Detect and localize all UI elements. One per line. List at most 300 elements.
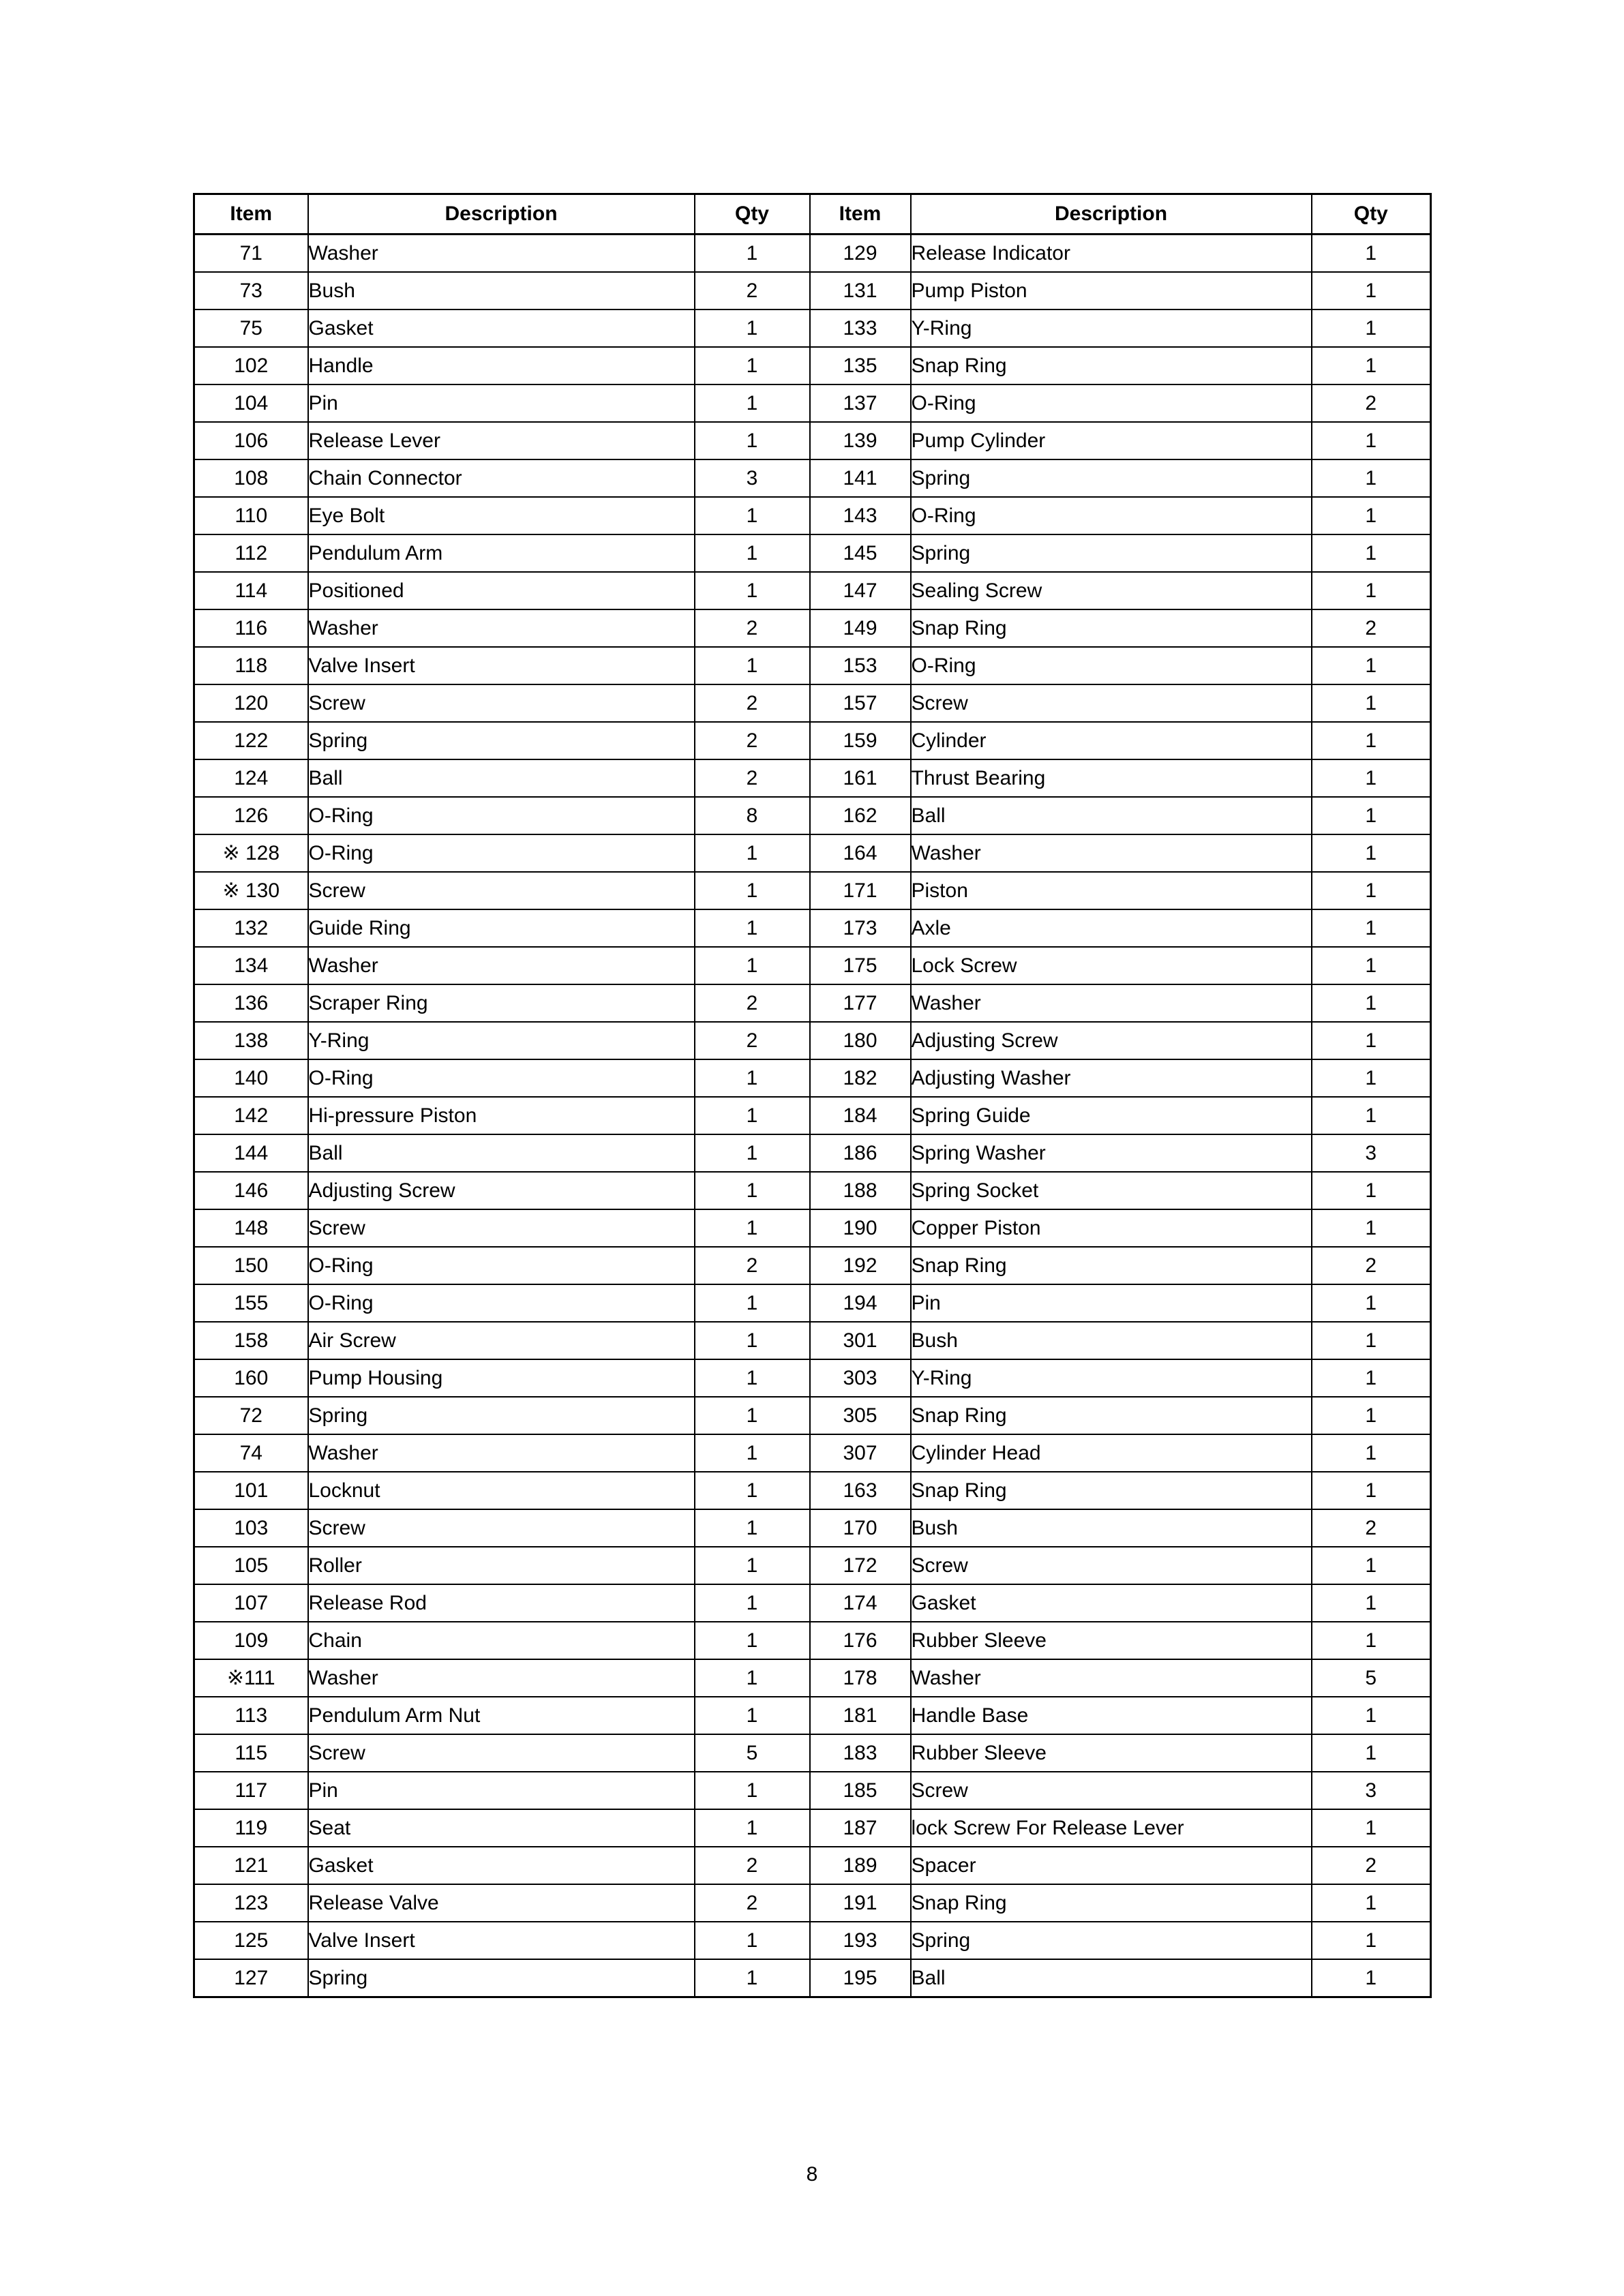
table-row xyxy=(194,759,1431,797)
cell-item-right: 184 xyxy=(810,1097,911,1134)
cell-item-right: 303 xyxy=(810,1359,911,1397)
cell-description-left: Release Valve xyxy=(308,1884,695,1922)
table-row xyxy=(194,984,1431,1022)
cell-description-right: Spacer xyxy=(911,1847,1312,1884)
cell-description-right: Cylinder Head xyxy=(911,1434,1312,1472)
cell-qty-left: 1 xyxy=(695,1622,810,1659)
cell-item-left: 125 xyxy=(194,1922,308,1959)
cell-description-left: Eye Bolt xyxy=(308,497,695,534)
cell-description-right: Washer xyxy=(911,984,1312,1022)
cell-description-left: Guide Ring xyxy=(308,909,695,947)
table-row xyxy=(194,422,1431,459)
cell-item-right: 178 xyxy=(810,1659,911,1697)
cell-item-left: 104 xyxy=(194,384,308,422)
cell-description-left: Valve Insert xyxy=(308,647,695,684)
cell-description-left: O-Ring xyxy=(308,834,695,872)
cell-item-left: 72 xyxy=(194,1397,308,1434)
table-row xyxy=(194,909,1431,947)
table-row xyxy=(194,872,1431,909)
cell-item-right: 176 xyxy=(810,1622,911,1659)
cell-qty-left: 1 xyxy=(695,384,810,422)
parts-list-table xyxy=(193,193,1432,1998)
table-row xyxy=(194,834,1431,872)
cell-description-left: Screw xyxy=(308,684,695,722)
cell-qty-right: 1 xyxy=(1312,1622,1431,1659)
cell-item-right: 188 xyxy=(810,1172,911,1209)
cell-qty-left: 1 xyxy=(695,1509,810,1547)
cell-description-left: Spring xyxy=(308,722,695,759)
cell-qty-right: 1 xyxy=(1312,1809,1431,1847)
table-row xyxy=(194,1697,1431,1734)
cell-item-left: 146 xyxy=(194,1172,308,1209)
cell-item-left: 140 xyxy=(194,1059,308,1097)
table-row xyxy=(194,1397,1431,1434)
cell-description-right: Screw xyxy=(911,1547,1312,1584)
cell-description-right: Spring Socket xyxy=(911,1172,1312,1209)
cell-item-right: 133 xyxy=(810,309,911,347)
cell-description-right: Cylinder xyxy=(911,722,1312,759)
column-header-item-left: Item xyxy=(194,194,308,235)
table-row xyxy=(194,1247,1431,1284)
cell-qty-right: 3 xyxy=(1312,1134,1431,1172)
cell-qty-left: 1 xyxy=(695,1359,810,1397)
table-row xyxy=(194,947,1431,984)
cell-description-left: Handle xyxy=(308,347,695,384)
cell-description-right: Handle Base xyxy=(911,1697,1312,1734)
cell-item-left: ※ 130 xyxy=(194,872,308,909)
cell-description-right: Piston xyxy=(911,872,1312,909)
cell-qty-right: 5 xyxy=(1312,1659,1431,1697)
cell-qty-left: 1 xyxy=(695,347,810,384)
cell-description-left: Screw xyxy=(308,1734,695,1772)
cell-item-right: 191 xyxy=(810,1884,911,1922)
table-row xyxy=(194,1322,1431,1359)
cell-item-right: 186 xyxy=(810,1134,911,1172)
page-number: 8 xyxy=(806,2163,818,2186)
cell-description-right: Spring Washer xyxy=(911,1134,1312,1172)
cell-item-left: 126 xyxy=(194,797,308,834)
cell-item-left: 71 xyxy=(194,235,308,273)
cell-description-left: Gasket xyxy=(308,1847,695,1884)
cell-qty-right: 1 xyxy=(1312,1097,1431,1134)
cell-description-right: Spring Guide xyxy=(911,1097,1312,1134)
cell-description-left: Scraper Ring xyxy=(308,984,695,1022)
cell-qty-right: 1 xyxy=(1312,1922,1431,1959)
table-row xyxy=(194,1884,1431,1922)
cell-qty-left: 8 xyxy=(695,797,810,834)
cell-item-right: 183 xyxy=(810,1734,911,1772)
cell-qty-right: 1 xyxy=(1312,1734,1431,1772)
cell-qty-right: 3 xyxy=(1312,1772,1431,1809)
cell-item-right: 162 xyxy=(810,797,911,834)
table-row xyxy=(194,1809,1431,1847)
cell-description-left: Seat xyxy=(308,1809,695,1847)
cell-qty-right: 1 xyxy=(1312,1022,1431,1059)
cell-item-left: 155 xyxy=(194,1284,308,1322)
cell-item-right: 161 xyxy=(810,759,911,797)
cell-description-left: Release Rod xyxy=(308,1584,695,1622)
cell-description-right: Thrust Bearing xyxy=(911,759,1312,797)
cell-item-right: 139 xyxy=(810,422,911,459)
cell-qty-right: 1 xyxy=(1312,534,1431,572)
cell-item-right: 145 xyxy=(810,534,911,572)
cell-item-right: 157 xyxy=(810,684,911,722)
cell-qty-left: 2 xyxy=(695,1884,810,1922)
cell-description-left: Valve Insert xyxy=(308,1922,695,1959)
cell-qty-right: 1 xyxy=(1312,1284,1431,1322)
cell-qty-right: 1 xyxy=(1312,1697,1431,1734)
cell-item-right: 141 xyxy=(810,459,911,497)
cell-item-right: 129 xyxy=(810,235,911,273)
cell-qty-right: 2 xyxy=(1312,1847,1431,1884)
cell-qty-left: 1 xyxy=(695,1922,810,1959)
cell-qty-left: 1 xyxy=(695,1547,810,1584)
cell-qty-left: 1 xyxy=(695,422,810,459)
cell-description-left: Screw xyxy=(308,872,695,909)
cell-qty-right: 1 xyxy=(1312,947,1431,984)
cell-qty-right: 1 xyxy=(1312,347,1431,384)
table-row xyxy=(194,272,1431,309)
cell-description-right: Gasket xyxy=(911,1584,1312,1622)
table-row xyxy=(194,1472,1431,1509)
cell-description-right: Snap Ring xyxy=(911,1472,1312,1509)
table-row xyxy=(194,534,1431,572)
cell-qty-right: 1 xyxy=(1312,1172,1431,1209)
cell-item-left: 142 xyxy=(194,1097,308,1134)
cell-qty-left: 1 xyxy=(695,235,810,273)
cell-description-right: Snap Ring xyxy=(911,1247,1312,1284)
cell-qty-right: 1 xyxy=(1312,1359,1431,1397)
cell-description-right: Y-Ring xyxy=(911,1359,1312,1397)
cell-qty-right: 1 xyxy=(1312,797,1431,834)
cell-description-left: Pin xyxy=(308,1772,695,1809)
cell-description-left: Roller xyxy=(308,1547,695,1584)
cell-qty-right: 1 xyxy=(1312,1472,1431,1509)
cell-item-right: 193 xyxy=(810,1922,911,1959)
table-row xyxy=(194,1772,1431,1809)
table-row xyxy=(194,609,1431,647)
cell-qty-left: 1 xyxy=(695,1059,810,1097)
column-header-description-right: Description xyxy=(911,194,1312,235)
cell-qty-right: 1 xyxy=(1312,235,1431,273)
cell-description-right: Bush xyxy=(911,1509,1312,1547)
cell-description-right: Copper Piston xyxy=(911,1209,1312,1247)
table-row xyxy=(194,459,1431,497)
cell-description-left: Screw xyxy=(308,1209,695,1247)
cell-item-right: 174 xyxy=(810,1584,911,1622)
cell-description-right: Spring xyxy=(911,534,1312,572)
table-header xyxy=(194,194,1431,235)
cell-description-left: Screw xyxy=(308,1509,695,1547)
cell-qty-left: 1 xyxy=(695,1209,810,1247)
cell-description-left: Spring xyxy=(308,1397,695,1434)
cell-item-left: 134 xyxy=(194,947,308,984)
cell-description-left: Pendulum Arm xyxy=(308,534,695,572)
cell-qty-right: 1 xyxy=(1312,872,1431,909)
cell-item-right: 189 xyxy=(810,1847,911,1884)
cell-item-right: 172 xyxy=(810,1547,911,1584)
table-row xyxy=(194,1134,1431,1172)
cell-item-left: 113 xyxy=(194,1697,308,1734)
cell-description-left: Pendulum Arm Nut xyxy=(308,1697,695,1734)
cell-item-right: 194 xyxy=(810,1284,911,1322)
cell-description-right: Screw xyxy=(911,1772,1312,1809)
parts-list-table-container xyxy=(193,193,1430,1998)
cell-description-left: Ball xyxy=(308,759,695,797)
cell-description-right: Rubber Sleeve xyxy=(911,1734,1312,1772)
table-row xyxy=(194,1209,1431,1247)
cell-item-right: 171 xyxy=(810,872,911,909)
cell-item-left: ※111 xyxy=(194,1659,308,1697)
cell-item-left: 150 xyxy=(194,1247,308,1284)
cell-description-right: O-Ring xyxy=(911,497,1312,534)
cell-description-right: lock Screw For Release Lever xyxy=(911,1809,1312,1847)
cell-qty-left: 2 xyxy=(695,984,810,1022)
cell-qty-left: 1 xyxy=(695,909,810,947)
cell-item-left: 158 xyxy=(194,1322,308,1359)
cell-description-right: Bush xyxy=(911,1322,1312,1359)
cell-item-right: 149 xyxy=(810,609,911,647)
cell-qty-left: 1 xyxy=(695,497,810,534)
cell-qty-right: 2 xyxy=(1312,1509,1431,1547)
cell-item-left: 114 xyxy=(194,572,308,609)
cell-description-right: Pump Cylinder xyxy=(911,422,1312,459)
cell-description-left: Positioned xyxy=(308,572,695,609)
cell-description-left: Bush xyxy=(308,272,695,309)
cell-qty-left: 1 xyxy=(695,1772,810,1809)
cell-item-right: 153 xyxy=(810,647,911,684)
cell-item-left: 103 xyxy=(194,1509,308,1547)
cell-qty-right: 1 xyxy=(1312,1059,1431,1097)
cell-qty-left: 1 xyxy=(695,1397,810,1434)
cell-qty-right: 1 xyxy=(1312,684,1431,722)
cell-item-left: 101 xyxy=(194,1472,308,1509)
cell-item-right: 187 xyxy=(810,1809,911,1847)
cell-description-left: Spring xyxy=(308,1959,695,1997)
cell-qty-left: 2 xyxy=(695,1022,810,1059)
table-row xyxy=(194,497,1431,534)
cell-item-right: 192 xyxy=(810,1247,911,1284)
cell-qty-right: 1 xyxy=(1312,309,1431,347)
cell-item-right: 305 xyxy=(810,1397,911,1434)
cell-description-right: Lock Screw xyxy=(911,947,1312,984)
cell-qty-right: 1 xyxy=(1312,572,1431,609)
cell-qty-left: 1 xyxy=(695,1172,810,1209)
cell-item-right: 163 xyxy=(810,1472,911,1509)
cell-item-left: 119 xyxy=(194,1809,308,1847)
table-row xyxy=(194,1659,1431,1697)
cell-description-right: Y-Ring xyxy=(911,309,1312,347)
cell-description-right: Ball xyxy=(911,1959,1312,1997)
cell-item-right: 181 xyxy=(810,1697,911,1734)
table-row xyxy=(194,1959,1431,1997)
cell-item-right: 301 xyxy=(810,1322,911,1359)
table-row xyxy=(194,1022,1431,1059)
table-row xyxy=(194,1172,1431,1209)
cell-item-left: 74 xyxy=(194,1434,308,1472)
cell-description-left: O-Ring xyxy=(308,1059,695,1097)
cell-item-left: 116 xyxy=(194,609,308,647)
cell-qty-left: 1 xyxy=(695,1322,810,1359)
cell-item-right: 180 xyxy=(810,1022,911,1059)
cell-qty-left: 1 xyxy=(695,1584,810,1622)
cell-qty-right: 1 xyxy=(1312,1584,1431,1622)
cell-item-left: 123 xyxy=(194,1884,308,1922)
cell-qty-left: 1 xyxy=(695,1959,810,1997)
column-header-qty-left: Qty xyxy=(695,194,810,235)
cell-description-left: Locknut xyxy=(308,1472,695,1509)
cell-item-left: 144 xyxy=(194,1134,308,1172)
table-row xyxy=(194,1847,1431,1884)
cell-description-left: O-Ring xyxy=(308,1247,695,1284)
cell-qty-left: 1 xyxy=(695,309,810,347)
cell-description-left: Washer xyxy=(308,947,695,984)
table-row xyxy=(194,1359,1431,1397)
cell-item-left: 160 xyxy=(194,1359,308,1397)
table-row xyxy=(194,235,1431,273)
cell-qty-right: 1 xyxy=(1312,722,1431,759)
cell-item-right: 131 xyxy=(810,272,911,309)
cell-description-right: Snap Ring xyxy=(911,1884,1312,1922)
cell-description-left: Chain xyxy=(308,1622,695,1659)
cell-description-left: Washer xyxy=(308,609,695,647)
cell-qty-left: 1 xyxy=(695,647,810,684)
cell-item-right: 143 xyxy=(810,497,911,534)
table-row xyxy=(194,684,1431,722)
cell-description-right: Washer xyxy=(911,834,1312,872)
cell-qty-left: 1 xyxy=(695,1697,810,1734)
cell-description-left: Y-Ring xyxy=(308,1022,695,1059)
cell-item-left: 121 xyxy=(194,1847,308,1884)
cell-description-right: Snap Ring xyxy=(911,1397,1312,1434)
cell-item-left: 136 xyxy=(194,984,308,1022)
cell-qty-right: 1 xyxy=(1312,422,1431,459)
cell-qty-right: 1 xyxy=(1312,834,1431,872)
cell-item-left: 105 xyxy=(194,1547,308,1584)
table-row xyxy=(194,1584,1431,1622)
cell-qty-right: 1 xyxy=(1312,759,1431,797)
cell-item-right: 147 xyxy=(810,572,911,609)
cell-item-left: 110 xyxy=(194,497,308,534)
cell-item-right: 177 xyxy=(810,984,911,1022)
cell-description-right: Pump Piston xyxy=(911,272,1312,309)
cell-item-left: 120 xyxy=(194,684,308,722)
cell-description-left: Pump Housing xyxy=(308,1359,695,1397)
cell-description-right: Snap Ring xyxy=(911,347,1312,384)
cell-item-right: 195 xyxy=(810,1959,911,1997)
cell-description-left: Ball xyxy=(308,1134,695,1172)
cell-qty-left: 1 xyxy=(695,534,810,572)
cell-item-left: 115 xyxy=(194,1734,308,1772)
cell-qty-left: 1 xyxy=(695,834,810,872)
table-row xyxy=(194,1622,1431,1659)
cell-description-right: O-Ring xyxy=(911,384,1312,422)
cell-item-left: 118 xyxy=(194,647,308,684)
cell-description-right: Screw xyxy=(911,684,1312,722)
table-row xyxy=(194,797,1431,834)
cell-qty-left: 1 xyxy=(695,1809,810,1847)
cell-qty-right: 1 xyxy=(1312,1884,1431,1922)
cell-description-left: Pin xyxy=(308,384,695,422)
cell-description-left: Washer xyxy=(308,235,695,273)
cell-qty-left: 2 xyxy=(695,759,810,797)
cell-item-left: 112 xyxy=(194,534,308,572)
table-row xyxy=(194,1547,1431,1584)
table-row xyxy=(194,1734,1431,1772)
cell-qty-left: 1 xyxy=(695,1097,810,1134)
cell-item-left: 124 xyxy=(194,759,308,797)
cell-qty-right: 1 xyxy=(1312,1959,1431,1997)
cell-qty-left: 1 xyxy=(695,947,810,984)
cell-description-left: Hi-pressure Piston xyxy=(308,1097,695,1134)
cell-description-left: Air Screw xyxy=(308,1322,695,1359)
cell-qty-left: 2 xyxy=(695,272,810,309)
cell-item-left: 106 xyxy=(194,422,308,459)
cell-qty-right: 1 xyxy=(1312,1547,1431,1584)
cell-item-left: 102 xyxy=(194,347,308,384)
cell-qty-right: 1 xyxy=(1312,647,1431,684)
cell-description-right: Spring xyxy=(911,459,1312,497)
cell-item-left: 122 xyxy=(194,722,308,759)
cell-item-right: 175 xyxy=(810,947,911,984)
cell-item-left: 132 xyxy=(194,909,308,947)
cell-description-right: Adjusting Washer xyxy=(911,1059,1312,1097)
header-row xyxy=(194,194,1431,235)
cell-qty-left: 2 xyxy=(695,722,810,759)
cell-description-right: Washer xyxy=(911,1659,1312,1697)
cell-description-right: Rubber Sleeve xyxy=(911,1622,1312,1659)
cell-item-right: 137 xyxy=(810,384,911,422)
table-row xyxy=(194,1059,1431,1097)
cell-item-left: 138 xyxy=(194,1022,308,1059)
cell-qty-left: 1 xyxy=(695,1134,810,1172)
cell-description-right: Sealing Screw xyxy=(911,572,1312,609)
cell-description-left: Washer xyxy=(308,1434,695,1472)
cell-description-right: Release Indicator xyxy=(911,235,1312,273)
table-body xyxy=(194,235,1431,1997)
table-row xyxy=(194,1434,1431,1472)
cell-item-left: 108 xyxy=(194,459,308,497)
table-row xyxy=(194,309,1431,347)
cell-description-right: Spring xyxy=(911,1922,1312,1959)
cell-description-left: Washer xyxy=(308,1659,695,1697)
table-row xyxy=(194,647,1431,684)
cell-qty-right: 1 xyxy=(1312,1397,1431,1434)
cell-item-right: 135 xyxy=(810,347,911,384)
cell-qty-right: 1 xyxy=(1312,272,1431,309)
table-row xyxy=(194,347,1431,384)
cell-item-left: 109 xyxy=(194,1622,308,1659)
table-row xyxy=(194,722,1431,759)
table-row xyxy=(194,1097,1431,1134)
cell-qty-right: 2 xyxy=(1312,384,1431,422)
table-row xyxy=(194,572,1431,609)
cell-qty-right: 1 xyxy=(1312,497,1431,534)
cell-qty-right: 1 xyxy=(1312,909,1431,947)
cell-description-right: Pin xyxy=(911,1284,1312,1322)
cell-qty-right: 2 xyxy=(1312,609,1431,647)
cell-item-right: 173 xyxy=(810,909,911,947)
column-header-qty-right: Qty xyxy=(1312,194,1431,235)
cell-description-left: Adjusting Screw xyxy=(308,1172,695,1209)
cell-item-right: 164 xyxy=(810,834,911,872)
cell-item-left: 127 xyxy=(194,1959,308,1997)
cell-description-right: Ball xyxy=(911,797,1312,834)
cell-item-left: 75 xyxy=(194,309,308,347)
table-row xyxy=(194,1509,1431,1547)
table-row xyxy=(194,1922,1431,1959)
cell-item-left: 148 xyxy=(194,1209,308,1247)
